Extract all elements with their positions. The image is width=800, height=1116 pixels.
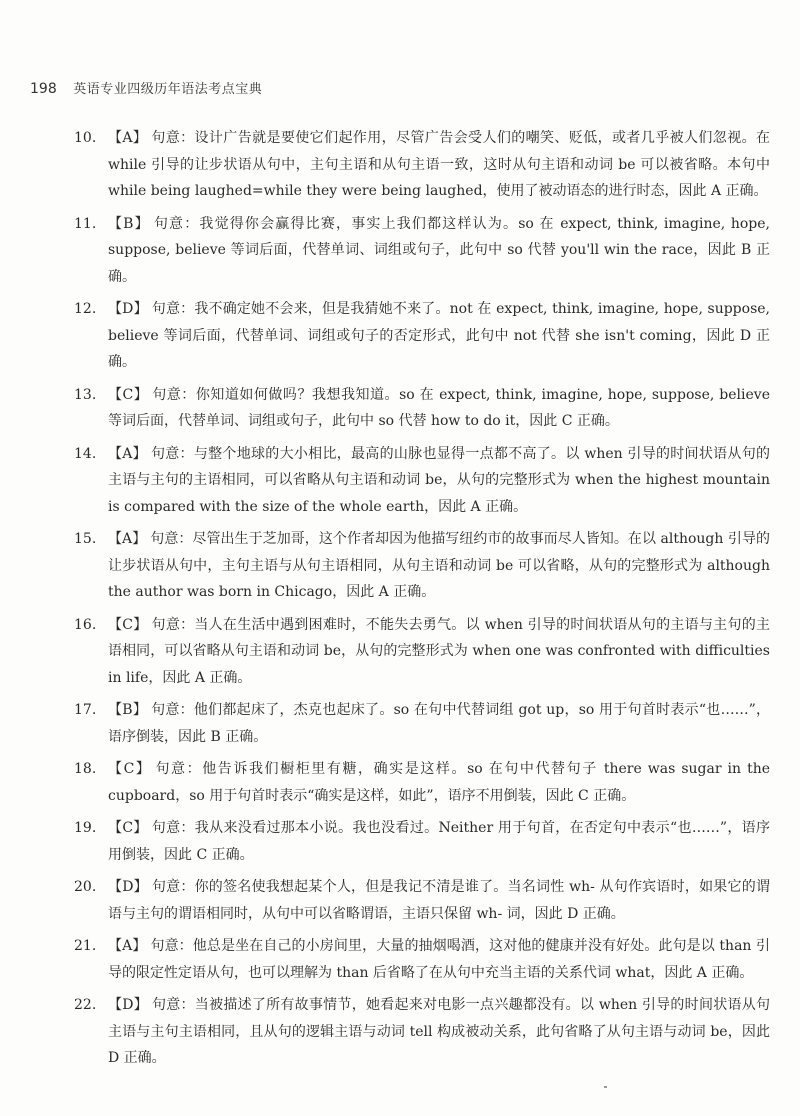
answer-key: 【A】 [108, 531, 147, 547]
item-number: 12. [74, 301, 97, 317]
explanation-text: 句意：当人在生活中遇到困难时，不能失去勇气。以 when 引导的时间状语从句的主语与主句的主语相同，可以省略从句主语和动词 be，从句的完整形式为 when one was confronted with difficulties in life，因此 A 正确。 [108, 616, 771, 686]
explanation-text: 句意：你的签名使我想起某个人，但是我记不清是谁了。当名词性 wh- 从句作宾语时，如果它的谓语与主句的谓语相同时，从句中可以省略谓语，主语只保留 wh- 词，因此 D 正确。 [108, 879, 770, 922]
answer-item [74, 697, 770, 750]
answer-item [74, 125, 770, 205]
answer-item [74, 612, 770, 692]
item-number: 16. [74, 616, 97, 633]
explanation-text: 句意：与整个地球的大小相比，最高的山脉也显得一点都不高了。以 when 引导的时间状语从句的主语与主句的主语相同，可以省略从句主语和动词 be，从句的完整形式为 when the highest mountain is compared with the size of the whole earth，因此 A 正确。 [108, 445, 770, 515]
answer-key: 【B】 [108, 702, 148, 718]
page-number: 198 [30, 81, 57, 97]
answer-item [74, 526, 770, 606]
answer-key: 【C】 [108, 761, 152, 777]
explanation-text: 句意：尽管出生于芝加哥，这个作者却因为他描写纽约市的故事而尽人皆知。在以 although 引导的让步状语从句中，主句主语与从句主语相同，从句主语和动词 be 可以省略，从句的完整形式为 although the author was born in Chicago，因此 A 正确。 [108, 531, 770, 600]
answer-key: 【C】 [108, 820, 148, 836]
explanation-text: 句意：他们都起床了，杰克也起床了。so 在句中代替词组 got up，so 用于句首时表示“也……”，语序倒装，因此 B 正确。 [108, 702, 770, 745]
explanation-text: 句意：我觉得你会赢得比赛，事实上我们都这样认为。so 在 expect, think, imagine, hope, suppose, believe 等词后面，代替单词、词组或句子，此句中 so 代替 you'll win the race，因此 B 正确。 [108, 215, 770, 285]
answer-key: 【B】 [108, 215, 150, 232]
answer-list [74, 125, 770, 1078]
answer-key: 【A】 [108, 938, 147, 954]
explanation-text: 句意：我不确定她不会来，但是我猜她不来了。not 在 expect, think, imagine, hope, suppose, believe 等词后面，代替单词、词组或句子的否定形式，此句中 not 代替 she isn't coming，因此 D 正确。 [108, 301, 770, 370]
scan-speck [604, 1086, 607, 1088]
item-number: 14. [74, 445, 97, 462]
answer-item [74, 874, 770, 927]
answer-item [74, 815, 770, 868]
answer-item [74, 756, 770, 809]
answer-key: 【A】 [108, 445, 147, 462]
item-number: 20. [74, 879, 97, 895]
answer-key: 【A】 [108, 130, 148, 146]
answer-key: 【D】 [108, 997, 149, 1013]
answer-item [74, 441, 770, 521]
answer-item [74, 296, 770, 376]
explanation-text: 句意：你知道如何做吗？我想我知道。so 在 expect, think, imagine, hope, suppose, believe 等词后面，代替单词、词组或句子，此句中 so 代替 how to do it，因此 C 正确。 [108, 386, 770, 429]
answer-item [74, 211, 770, 291]
answer-key: 【C】 [108, 386, 149, 403]
answer-key: 【D】 [108, 879, 148, 895]
item-number: 21. [74, 938, 97, 954]
item-number: 15. [74, 531, 97, 547]
item-number: 19. [74, 820, 97, 836]
explanation-text: 句意：当被描述了所有故事情节，她看起来对电影一点兴趣都没有。以 when 引导的时间状语从句主语与主句主语相同，且从句的逻辑主语与动词 tell 构成被动关系，此句省略了从句主语与动词 be，因此 D 正确。 [108, 997, 770, 1066]
page-header [30, 78, 262, 97]
answer-item [74, 933, 770, 986]
answer-item [74, 382, 770, 435]
book-title: 英语专业四级历年语法考点宝典 [73, 82, 263, 97]
item-number: 10. [74, 130, 97, 146]
answer-item [74, 992, 770, 1072]
explanation-text: 句意：设计广告就是要使它们起作用，尽管广告会受人们的嘲笑、贬低，或者几乎被人们忽视。在 while 引导的让步状语从句中，主句主语和从句主语一致，这时从句主语和动词 be 可以被省略。本句中 while being laughed=while they were being laughed，使用了被动语态的进行时态，因此 A 正确。 [108, 130, 770, 199]
item-number: 17. [74, 702, 97, 718]
explanation-text: 句意：他总是坐在自己的小房间里，大量的抽烟喝酒，这对他的健康并没有好处。此句是以 than 引导的限定性定语从句，也可以理解为 than 后省略了在从句中充当主语的关系代词 what，因此 A 正确。 [108, 938, 770, 981]
item-number: 11. [74, 215, 97, 232]
explanation-text: 句意：他告诉我们橱柜里有糖，确实是这样。so 在句中代替句子 there was sugar in the cupboard，so 用于句首时表示“确实是这样，如此”，语序不用倒装，因此 C 正确。 [108, 761, 771, 804]
explanation-text: 句意：我从来没看过那本小说。我也没看过。Neither 用于句首，在否定句中表示“也……”，语序用倒装，因此 C 正确。 [108, 820, 770, 863]
item-number: 22. [74, 997, 97, 1013]
answer-key: 【D】 [108, 301, 148, 317]
item-number: 13. [74, 386, 97, 403]
answer-key: 【C】 [108, 616, 148, 633]
item-number: 18. [74, 761, 97, 777]
